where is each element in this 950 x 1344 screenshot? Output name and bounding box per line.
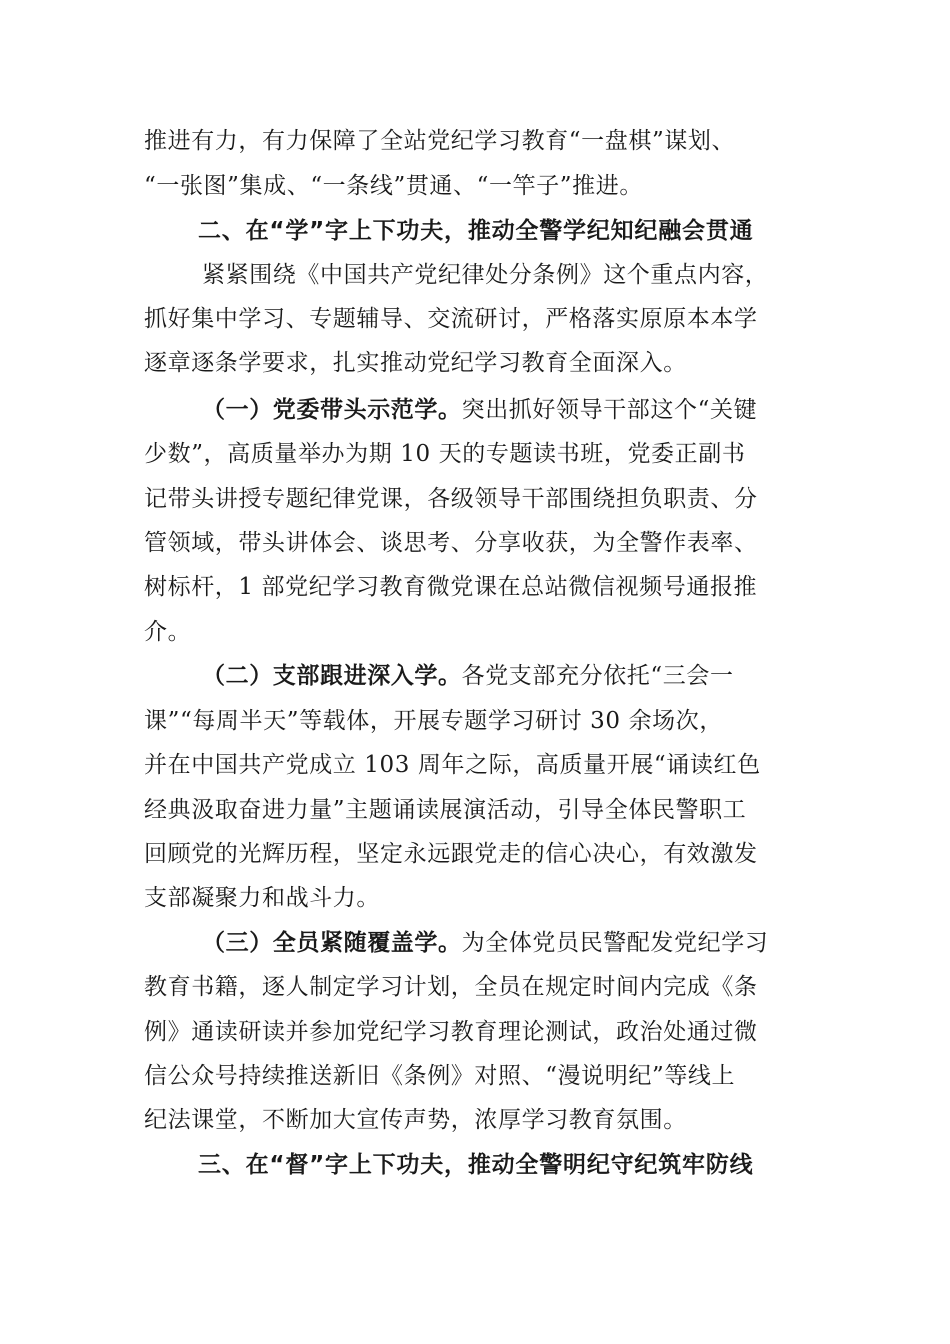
paragraph-line: 管领域，带头讲体会、谈思考、分享收获，为全警作表率、 bbox=[144, 530, 758, 556]
paragraph-line: 紧紧围绕《中国共产党纪律处分条例》这个重点内容， bbox=[202, 262, 769, 288]
paragraph-line: 纪法课堂，不断加大宣传声势，浓厚学习教育氛围。 bbox=[144, 1107, 687, 1133]
subsection-lead: （二）支部跟进深入学。 bbox=[202, 663, 462, 689]
paragraph-line: 经典汲取奋进力量”主题诵读展演活动，引导全体民警职工 bbox=[144, 797, 747, 823]
paragraph-line: 记带头讲授专题纪律党课，各级领导干部围绕担负职责、分 bbox=[144, 486, 758, 512]
subsection-text: 各党支部充分依托“三会一 bbox=[461, 663, 734, 689]
paragraph-line: 例》通读研读并参加党纪学习教育理论测试，政治处通过微 bbox=[144, 1019, 758, 1045]
paragraph-line: “一张图”集成、“一条线”贯通、“一竿子”推进。 bbox=[144, 173, 643, 199]
paragraph-line: 抓好集中学习、专题辅导、交流研讨，严格落实原原本本学 bbox=[144, 306, 758, 332]
subsection-first-line bbox=[202, 390, 814, 430]
paragraph-line: 推进有力，有力保障了全站党纪学习教育“一盘棋”谋划、 bbox=[144, 128, 736, 154]
section-heading: 二、在“学”字上下功夫，推动全警学纪知纪融会贯通 bbox=[198, 218, 754, 244]
paragraph-line: 回顾党的光辉历程，坚定永远跟党走的信心决心，有效激发 bbox=[144, 841, 758, 867]
paragraph-line: 课”“每周半天”等载体，开展专题学习研讨 30 余场次， bbox=[144, 708, 723, 734]
paragraph-line: 支部凝聚力和战斗力。 bbox=[144, 885, 380, 911]
subsection-lead: （三）全员紧随覆盖学。 bbox=[202, 930, 462, 956]
subsection-text: 突出抓好领导干部这个“关键 bbox=[461, 397, 758, 423]
paragraph-line: 介。 bbox=[144, 619, 192, 645]
section-heading: 三、在“督”字上下功夫，推动全警明纪守纪筑牢防线 bbox=[198, 1152, 754, 1178]
subsection-first-line bbox=[202, 656, 814, 696]
subsection-text: 为全体党员民警配发党纪学习 bbox=[461, 930, 769, 956]
paragraph-line: 并在中国共产党成立 103 周年之际，高质量开展“诵读红色 bbox=[144, 752, 761, 778]
paragraph-line: 少数”，高质量举办为期 10 天的专题读书班，党委正副书 bbox=[144, 441, 746, 467]
paragraph-line: 信公众号持续推送新旧《条例》对照、“漫说明纪”等线上 bbox=[144, 1063, 736, 1089]
paragraph-line: 逐章逐条学要求，扎实推动党纪学习教育全面深入。 bbox=[144, 350, 687, 376]
subsection-lead: （一）党委带头示范学。 bbox=[202, 397, 462, 423]
paragraph-line: 树标杆，1 部党纪学习教育微党课在总站微信视频号通报推 bbox=[144, 574, 758, 600]
paragraph-line: 教育书籍，逐人制定学习计划，全员在规定时间内完成《条 bbox=[144, 974, 758, 1000]
subsection-first-line bbox=[202, 923, 814, 963]
